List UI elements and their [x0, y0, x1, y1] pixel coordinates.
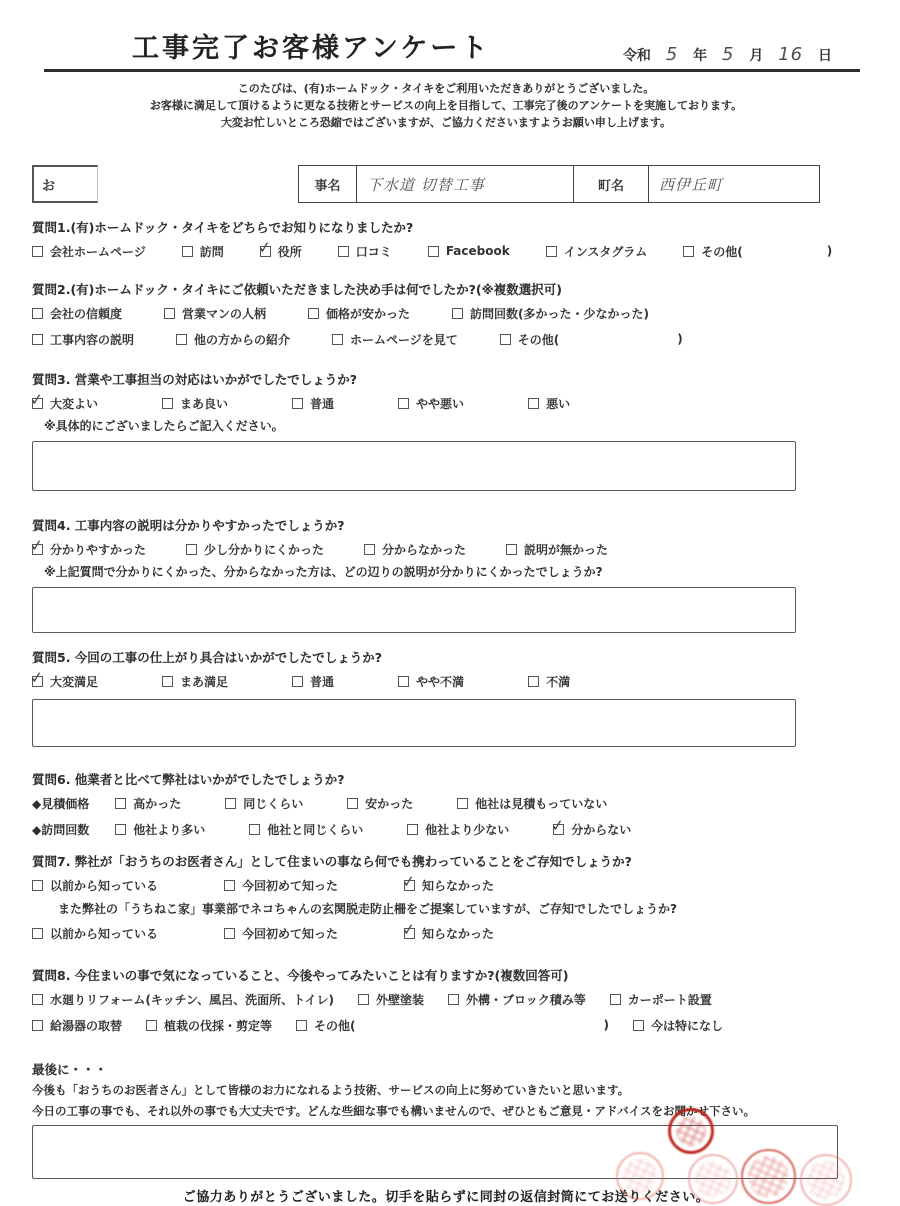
- q5-option-label: やや不満: [416, 674, 465, 689]
- date-era-label: 令和: [622, 48, 651, 64]
- q2-options-row: [32, 301, 860, 325]
- q4-option-label: 少し分かりにくかった: [204, 542, 325, 557]
- checkbox-icon: [146, 1020, 157, 1031]
- q1-option-label: Facebook: [445, 244, 510, 258]
- q7-option-1: [32, 877, 158, 894]
- checkbox-icon: [452, 308, 463, 319]
- checkbox-icon: [115, 824, 126, 835]
- checkbox-icon: [610, 994, 621, 1005]
- q3-option-label: まあ良い: [180, 396, 229, 411]
- q4-option-1: [29, 534, 147, 558]
- checkbox-icon: [347, 798, 358, 809]
- checkbox-icon: [182, 246, 193, 257]
- check-mark-icon: ✓: [550, 814, 566, 836]
- date-year-unit: 年: [693, 48, 708, 64]
- checkbox-icon: [546, 246, 557, 257]
- question-block-q3: [29, 371, 860, 491]
- checkbox-icon: [338, 246, 349, 257]
- intro-text: [32, 80, 860, 131]
- q1-option-label: 口コミ: [355, 244, 392, 259]
- check-mark-icon: ✓: [256, 236, 273, 258]
- q5-option-label: 不満: [546, 674, 571, 689]
- q4-title: 質問4. 工事内容の説明は分かりやすかったでしょうか?: [32, 518, 345, 533]
- checkbox-icon: [224, 928, 235, 939]
- q6-option-1: [115, 795, 181, 812]
- checkbox-icon: [115, 798, 126, 809]
- q3-option-3: [292, 395, 334, 412]
- q6-option-3: [407, 821, 509, 838]
- checkbox-icon: [358, 994, 369, 1005]
- intro-line-3: 大変お忙しいところ恐縮ではございますが、ご協力くださいますようお願い申し上げます。: [220, 116, 672, 129]
- q3-option-label: 悪い: [546, 396, 571, 411]
- check-mark-icon: ✓: [29, 534, 45, 556]
- checkbox-checked-icon: [401, 918, 417, 940]
- checkbox-icon: [32, 1020, 43, 1031]
- q4-option-label: 分からなかった: [382, 542, 467, 557]
- checkbox-icon: [162, 676, 173, 687]
- checkbox-icon: [32, 994, 43, 1005]
- q6-option-2: [225, 795, 303, 812]
- q6-option-3: [347, 795, 413, 812]
- q6-option-4: [457, 795, 607, 812]
- q7-option-label: 知らなかった: [422, 878, 495, 893]
- checkbox-icon: [364, 544, 375, 555]
- q1-options-row: [32, 236, 860, 263]
- q2-option-3: [308, 305, 410, 322]
- final-answer-box: [32, 1125, 838, 1179]
- q4-option-3: [364, 541, 466, 558]
- q2-option-suffix: ): [677, 332, 683, 346]
- q1-option-6: [546, 243, 648, 260]
- q8-option-label: 今は特になし: [651, 1018, 724, 1033]
- q3-option-2: [162, 395, 228, 412]
- q7-option-label: 以前から知っている: [50, 878, 159, 893]
- q6-option-label: 他社より多い: [133, 822, 206, 837]
- q3-option-label: 大変よい: [50, 396, 99, 411]
- checkbox-icon: [398, 398, 409, 409]
- q7-option-label: 以前から知っている: [50, 926, 159, 941]
- q2-title: 質問2.(有)ホームドック・タイキにご依頼いただきました決め手は何でしたか?(※複数選択可): [32, 282, 562, 297]
- q7-option-2: [224, 925, 338, 942]
- q8-option-2: [146, 1017, 272, 1034]
- q2-option-label: 訪問回数(多かった・少なかった): [470, 306, 650, 321]
- redacted-gap: [98, 165, 298, 203]
- work-info-table: [298, 165, 820, 203]
- q5-option-1: [29, 666, 99, 690]
- checkbox-checked-icon: [29, 666, 45, 688]
- q7-option-3: [401, 918, 495, 942]
- q3-option-1: [29, 388, 99, 412]
- q4-options-row: [29, 534, 860, 561]
- q8-option-label: 植栽の伐採・剪定等: [164, 1018, 273, 1033]
- checkbox-icon: [186, 544, 197, 555]
- q7-option-label: 今回初めて知った: [242, 926, 339, 941]
- q4-option-2: [186, 541, 324, 558]
- q4-option-label: 説明が無かった: [524, 542, 609, 557]
- check-mark-icon: ✓: [401, 870, 417, 892]
- q3-option-4: [398, 395, 464, 412]
- q3-option-label: 普通: [310, 396, 335, 411]
- checkbox-icon: [32, 246, 43, 257]
- q6-row-prefix: ◆訪問回数: [32, 822, 90, 837]
- q3-option-5: [528, 395, 570, 412]
- checkbox-icon: [528, 398, 539, 409]
- q8-option-label: 給湯器の取替: [50, 1018, 123, 1033]
- town-name-label: 町名: [573, 166, 649, 202]
- q2-option-label: 営業マンの人柄: [182, 306, 267, 321]
- q1-option-label: その他(: [701, 244, 743, 259]
- q5-option-2: [162, 673, 228, 690]
- q5-title: 質問5. 今回の工事の仕上がり具合はいかがでしたでしょうか?: [32, 650, 383, 665]
- q8-option-4: [610, 991, 712, 1008]
- q2-option-1: [32, 331, 134, 348]
- q6-options-row: [32, 791, 860, 815]
- q1-option-3: [256, 236, 302, 260]
- checkbox-icon: [32, 308, 43, 319]
- q2-option-label: 工事内容の説明: [50, 332, 135, 347]
- checkbox-icon: [162, 398, 173, 409]
- q3-answer-box: [32, 441, 796, 491]
- customer-name-label: お: [42, 178, 56, 194]
- q8-option-label: その他(: [314, 1018, 356, 1033]
- q5-option-4: [398, 673, 464, 690]
- checkbox-icon: [407, 824, 418, 835]
- checkbox-icon: [249, 824, 260, 835]
- date-month-unit: 月: [749, 48, 764, 64]
- question-block-q6: [32, 771, 860, 841]
- q5-options-row: [29, 666, 860, 693]
- q1-option-4: [338, 243, 392, 260]
- q5-option-label: 大変満足: [50, 674, 99, 689]
- question-block-q5: [29, 649, 860, 747]
- checkbox-icon: [500, 334, 511, 345]
- q6-option-4: [550, 814, 632, 838]
- questions-list: [29, 219, 860, 1179]
- intro-line-1: このたびは、(有)ホームドック・タイキをご利用いただきありがとうございました。: [237, 82, 655, 95]
- checkbox-icon: [32, 880, 43, 891]
- q2-option-label: 会社の信頼度: [50, 306, 123, 321]
- intro-line-2: お客様に満足して頂けるように更なる技術とサービスの向上を目指して、工事完了後のアンケートを実施しております。: [149, 99, 743, 112]
- question-block-q8: [32, 967, 860, 1037]
- q5-option-5: [528, 673, 570, 690]
- q6-option-label: 分からない: [571, 822, 632, 837]
- q3-title: 質問3. 営業や工事担当の対応はいかがでしたでしょうか?: [32, 372, 358, 387]
- q2-option-4: [500, 331, 683, 348]
- question-block-q7: [32, 853, 860, 945]
- form-date: [623, 44, 832, 65]
- q5-answer-box: [32, 699, 796, 747]
- q8-option-label: カーポート設置: [627, 992, 712, 1007]
- checkbox-icon: [292, 398, 303, 409]
- q8-option-2: [358, 991, 424, 1008]
- q3-note: ※具体的にございましたらご記入ください。: [44, 419, 284, 433]
- q2-option-2: [164, 305, 266, 322]
- q7-options-row: [32, 870, 860, 897]
- checkbox-checked-icon: [29, 534, 45, 556]
- q7-option-1: [32, 925, 158, 942]
- q6-option-label: 安かった: [365, 796, 414, 811]
- q6-title: 質問6. 他業者と比べて弊社はいかがでしたでしょうか?: [32, 772, 345, 787]
- checkbox-checked-icon: [401, 870, 417, 892]
- q2-option-label: その他(: [517, 332, 560, 347]
- q8-option-label: 水廻りリフォーム(キッチン、風呂、洗面所、トイレ): [50, 992, 334, 1007]
- q2-options-row: [32, 327, 860, 351]
- checkbox-icon: [164, 308, 175, 319]
- q2-option-label: ホームページを見て: [350, 332, 458, 347]
- closing-text: ご協力ありがとうございました。切手を貼らずに同封の返信封筒にてお送りください。: [182, 1190, 710, 1205]
- final-title: 最後に・・・: [32, 1062, 108, 1077]
- question-block-q2: [32, 281, 860, 351]
- q8-option-3: [296, 1017, 609, 1034]
- check-mark-icon: ✓: [401, 918, 417, 940]
- checkbox-icon: [225, 798, 236, 809]
- q1-option-7: [683, 243, 832, 260]
- checkbox-icon: [428, 246, 439, 257]
- town-name-value: 西伊丘町: [659, 175, 724, 194]
- checkbox-checked-icon: [256, 236, 273, 258]
- q6-option-label: 他社は見積もっていない: [475, 796, 608, 811]
- date-year-value: 5: [665, 44, 679, 65]
- checkbox-icon: [506, 544, 517, 555]
- checkbox-icon: [448, 994, 459, 1005]
- checkbox-icon: [457, 798, 468, 809]
- q4-answer-box: [32, 587, 796, 633]
- q7-option-2: [224, 877, 338, 894]
- q5-option-label: 普通: [310, 674, 335, 689]
- q1-option-2: [182, 243, 224, 260]
- checkbox-icon: [332, 334, 343, 345]
- q7-subtext: また弊社の「うちねこ家」事業部でネコちゃんの玄関脱走防止柵をご提案していますが、ご存知でしたでしょうか?: [58, 902, 677, 916]
- q7-option-label: 今回初めて知った: [242, 878, 339, 893]
- q1-option-label: 訪問: [199, 244, 224, 259]
- q4-option-label: 分かりやすかった: [50, 542, 147, 557]
- q8-option-1: [32, 991, 334, 1008]
- q6-option-label: 同じくらい: [243, 796, 304, 811]
- q1-title: 質問1.(有)ホームドック・タイキをどちらでお知りになりましたか?: [32, 220, 414, 235]
- q1-option-label: 役所: [277, 244, 302, 259]
- q6-row-prefix: ◆見積価格: [32, 796, 90, 811]
- customer-name-box: [32, 165, 98, 203]
- q8-title: 質問8. 今住まいの事で気になっていること、今後やってみたいことは有りますか?(複数回答可): [32, 968, 569, 983]
- q8-option-3: [448, 991, 586, 1008]
- checkbox-checked-icon: [550, 814, 566, 836]
- q2-option-3: [332, 331, 458, 348]
- final-note: 今後も「おうちのお医者さん」として皆様のお力になれるよう技術、サービスの向上に努めていきたいと思います。: [32, 1083, 630, 1097]
- work-name-label: 事名: [299, 166, 357, 202]
- q6-option-1: [115, 821, 205, 838]
- q4-note: ※上記質問で分かりにくかった、分からなかった方は、どの辺りの説明が分かりにくかったでしょうか?: [44, 565, 603, 579]
- q8-option-1: [32, 1017, 122, 1034]
- question-block-q1: [32, 219, 860, 263]
- q6-option-label: 高かった: [133, 796, 182, 811]
- checkbox-icon: [308, 308, 319, 319]
- date-month-value: 5: [722, 44, 735, 65]
- date-day-value: 16: [778, 44, 804, 65]
- q7-options-row: [32, 918, 860, 945]
- form-title: 工事完了お客様アンケート: [132, 33, 491, 64]
- q8-option-4: [633, 1017, 723, 1034]
- checkbox-icon: [633, 1020, 644, 1031]
- check-mark-icon: ✓: [29, 666, 45, 688]
- q3-options-row: [29, 388, 860, 415]
- checkbox-icon: [296, 1020, 307, 1031]
- q1-option-suffix: ): [826, 244, 833, 258]
- checkbox-icon: [224, 880, 235, 891]
- q8-options-row: [32, 987, 860, 1011]
- q7-title: 質問7. 弊社が「おうちのお医者さん」として住まいの事なら何でも携わっていることをご存知でしょうか?: [32, 854, 632, 869]
- form-header: [44, 26, 860, 72]
- q1-option-label: 会社ホームページ: [50, 244, 146, 259]
- info-fields-row: [32, 165, 860, 203]
- q2-option-1: [32, 305, 122, 322]
- checkbox-icon: [176, 334, 187, 345]
- q1-option-5: [428, 244, 510, 258]
- q2-option-2: [176, 331, 290, 348]
- q5-option-3: [292, 673, 334, 690]
- work-name-value: 下水道 切替工事: [367, 175, 485, 194]
- q2-option-4: [452, 305, 649, 322]
- q6-option-label: 他社より少ない: [425, 822, 510, 837]
- q1-option-label: インスタグラム: [563, 244, 648, 259]
- q8-option-suffix: ): [603, 1018, 610, 1032]
- q6-option-2: [249, 821, 363, 838]
- question-block-final: [32, 1061, 860, 1179]
- checkbox-icon: [292, 676, 303, 687]
- q6-options-row: [32, 814, 860, 841]
- q2-option-label: 価格が安かった: [326, 306, 411, 321]
- q8-options-row: [32, 1013, 860, 1037]
- checkbox-icon: [32, 334, 43, 345]
- final-note: 今日の工事の事でも、それ以外の事でも大丈夫です。どんな些細な事でも構いませんので、ぜひともご意見・アドバイスをお聞かせ下さい。: [32, 1104, 755, 1118]
- checkbox-icon: [528, 676, 539, 687]
- checkbox-checked-icon: [29, 388, 45, 410]
- q4-option-4: [506, 541, 608, 558]
- q8-option-label: 外壁塗装: [375, 992, 424, 1007]
- q2-option-label: 他の方からの紹介: [194, 332, 291, 347]
- q7-option-label: 知らなかった: [422, 926, 495, 941]
- checkbox-icon: [398, 676, 409, 687]
- q1-option-1: [32, 243, 146, 260]
- checkbox-icon: [683, 246, 694, 257]
- q6-option-label: 他社と同じくらい: [267, 822, 364, 837]
- question-block-q4: [29, 517, 860, 633]
- check-mark-icon: ✓: [29, 388, 45, 410]
- date-day-unit: 日: [818, 48, 832, 64]
- q3-option-label: やや悪い: [416, 396, 465, 411]
- q8-option-label: 外構・ブロック積み等: [466, 992, 586, 1007]
- q7-option-3: [401, 870, 495, 894]
- q5-option-label: まあ満足: [180, 674, 229, 689]
- checkbox-icon: [32, 928, 43, 939]
